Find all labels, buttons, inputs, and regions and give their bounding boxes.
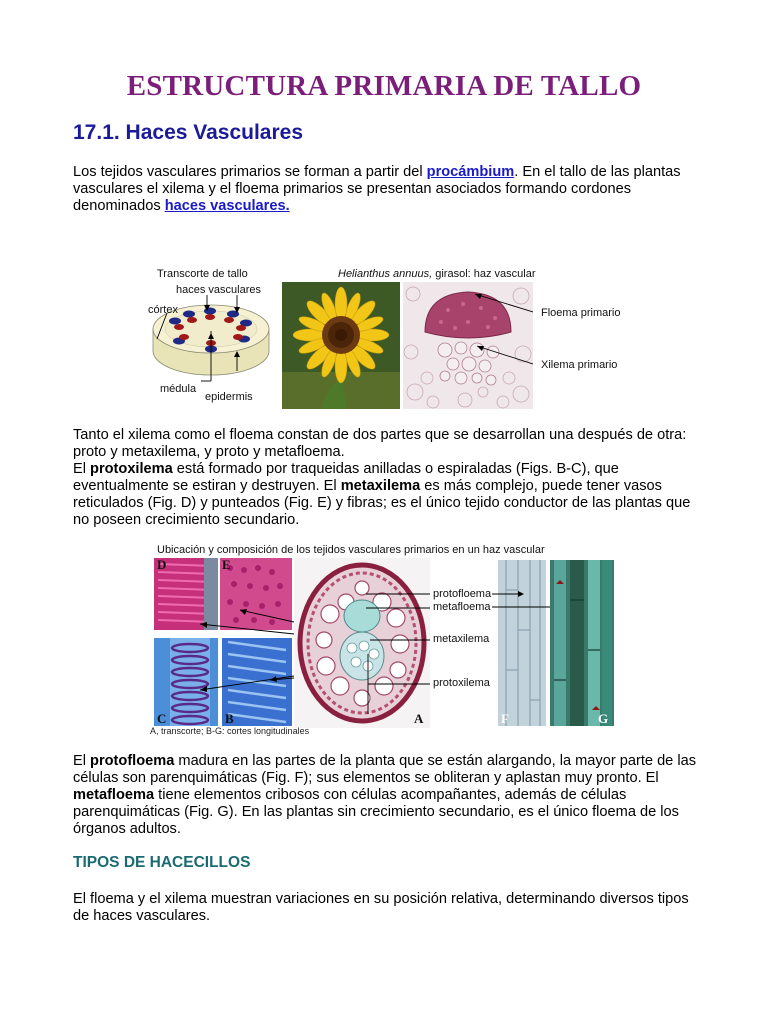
term-protofloema: protofloema — [90, 753, 175, 769]
label-epidermis: epidermis — [205, 391, 253, 403]
label-haces-vasculares: haces vasculares — [176, 284, 261, 296]
procambium-link[interactable]: procámbium — [426, 164, 515, 180]
panel-letter-b: B — [225, 711, 234, 726]
panel-letter-f: F — [501, 711, 509, 726]
label-floema-primario: Floema primario — [541, 307, 621, 319]
intro-paragraph — [73, 164, 703, 215]
panel-letter-d: D — [157, 557, 167, 572]
text-fragment: es más complejo, puede tener vasos reticulados (Fig. D) y punteados (Fig. E) y fibras; es el único tejido conductor de las plantas que no poseen crecimiento secundario. — [73, 478, 691, 528]
figure1-caption-right — [338, 268, 536, 280]
vascular-bundle-micrograph — [403, 282, 533, 409]
xylem-phloem-paragraph — [73, 427, 703, 529]
label-xilema-primario: Xilema primario — [541, 359, 618, 371]
label-cortex: córtex — [148, 304, 178, 316]
text-fragment: El — [73, 461, 91, 477]
panel-letter-e: E — [222, 557, 231, 572]
term-metafloema: metafloema — [73, 787, 155, 803]
haces-vasculares-link[interactable]: haces vasculares. — [164, 198, 290, 214]
text-fragment: Tanto el xilema como el floema constan de dos partes que se desarrollan una después de otra: proto y metaxilema, y proto y metafloema. — [73, 427, 687, 460]
text-fragment: Los tejidos vasculares primarios se forman a partir del — [73, 164, 427, 180]
text-fragment: madura en las partes de la planta que se están alargando, la mayor parte de las células son parenquimáticas (Fig. F); sus elementos se obliteran y aplastan muy pronto. El — [73, 753, 697, 786]
panel-letter-c: C — [157, 711, 167, 726]
panel-letter-g: G — [598, 711, 609, 726]
phloem-paragraph — [73, 753, 703, 838]
species-name: Helianthus annuus, — [338, 268, 433, 280]
term-metaxilema: metaxilema — [340, 478, 421, 494]
term-protoxilema: protoxilema — [90, 461, 173, 477]
sunflower-photo — [282, 282, 400, 409]
types-paragraph: El floema y el xilema muestran variaciones en su posición relativa, determinando diversos tipos de haces vasculares. — [73, 891, 689, 924]
caption-rest: girasol: haz vascular — [432, 268, 536, 280]
label-metaxilema: metaxilema — [433, 633, 490, 645]
subsection-heading: TIPOS DE HACECILLOS — [73, 854, 251, 871]
label-medula: médula — [160, 383, 197, 395]
figure2-caption: Ubicación y composición de los tejidos vasculares primarios en un haz vascular — [157, 544, 545, 556]
page-title: ESTRUCTURA PRIMARIA DE TALLO — [126, 70, 642, 102]
text-fragment: . En el tallo de las plantas vasculares el xilema y el floema primarios se presentan asociados formando cordones denominados — [73, 164, 681, 214]
section-heading: 17.1. Haces Vasculares — [73, 121, 304, 144]
label-protoxilema: protoxilema — [433, 677, 490, 689]
panel-letter-a: A — [414, 711, 424, 726]
figure2-footnote: A, transcorte; B-G: cortes longitudinales — [150, 726, 310, 736]
text-fragment: tiene elementos cribosos con células acompañantes, además de células parenquimáticas (Fig. G). En las plantas sin crecimiento secundario, es el único floema de los órganos adultos. — [73, 787, 679, 837]
panel-g-micrograph — [550, 560, 614, 726]
panel-fg-pointers — [430, 585, 550, 615]
panel-de-pointers — [190, 598, 430, 698]
label-protofloema: protofloema — [433, 588, 492, 600]
figure1-caption-left: Transcorte de tallo — [157, 268, 248, 280]
text-fragment: está formado por traqueidas anilladas o espiraladas (Figs. B-C), que eventualmente se estiran y destruyen. El — [73, 461, 619, 494]
label-metafloema: metafloema — [433, 601, 491, 613]
text-fragment: El — [73, 753, 91, 769]
